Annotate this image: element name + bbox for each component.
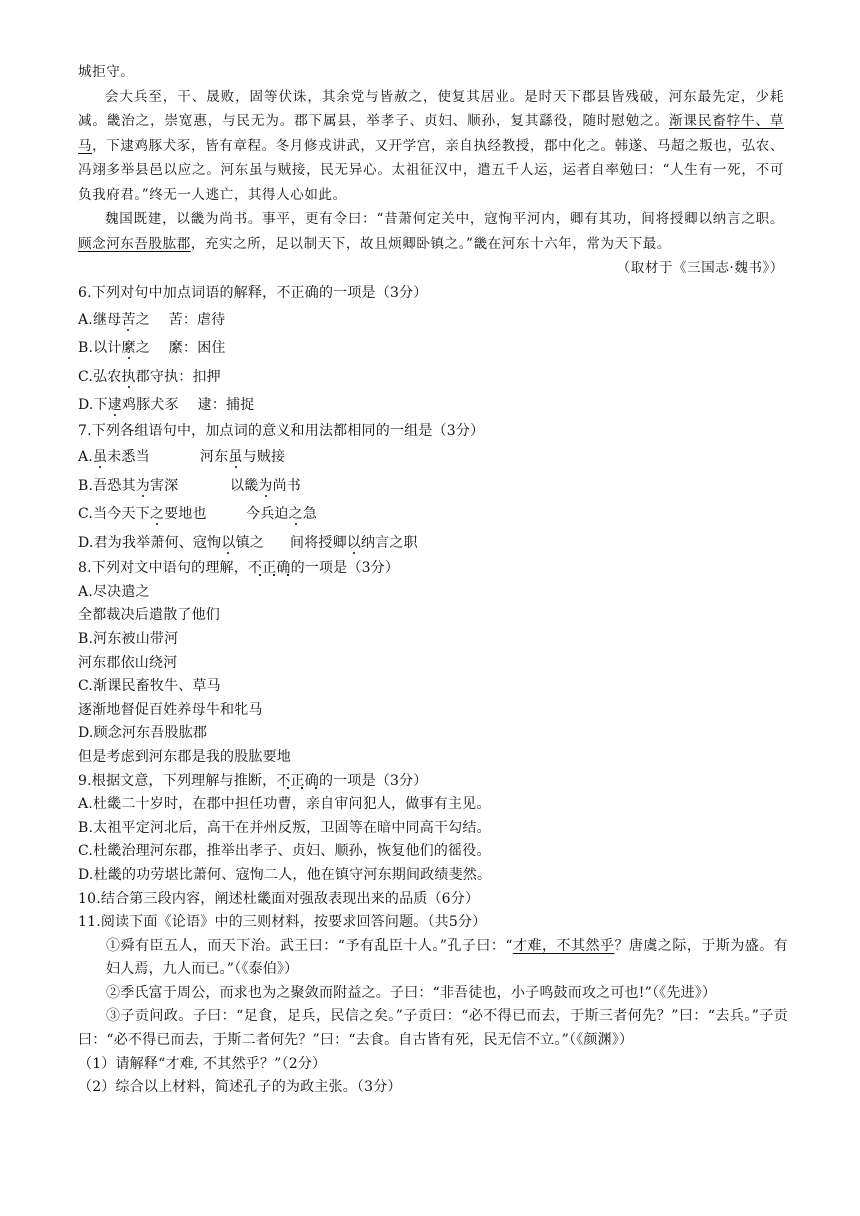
option-text: 急	[302, 506, 318, 523]
passage-paragraph-2	[78, 207, 784, 256]
question-7-option-b	[78, 472, 788, 501]
dotted-word: 为	[258, 477, 273, 494]
passage-line-0: 城拒守。	[78, 64, 135, 80]
question-7-option-c	[78, 500, 788, 529]
question-11-material-1	[78, 935, 788, 982]
passage-text: ，下逮鸡豚犬豕，皆有章程。冬月修戎讲武，又开学宫，亲自执经教授，郡中化之。韩遂、马超之叛也，弘农、冯翊多举县邑以应之。河东虽与贼接，民无异心。太祖征汉中，遣五千人运，运者自率勉曰：“人生有一死，不可负我府君。”终无一人逃亡，其得人心如此。	[78, 137, 784, 203]
question-8-option-c: C.渐课民畜牧牛、草马	[78, 678, 221, 695]
stem-text: 的一项是（3分）	[290, 560, 400, 577]
question-7-stem: 7.下列各组语句中，加点词的意义和用法都相同的一组是（3分）	[78, 422, 485, 439]
emphasis-word: 不正确	[276, 772, 319, 789]
passage-text: 魏国既建，以畿为尚书。事平，更有令曰：“昔萧何定关中，寇恂平河内，卿有其功，间将授卿以纳言之职。	[105, 211, 784, 227]
option-text: 与贼接	[242, 449, 286, 466]
question-7-option-d	[78, 529, 788, 558]
question-6-stem: 6.下列对句中加点词语的解释，不正确的一项是（3分）	[78, 285, 428, 301]
dotted-word: 之	[288, 506, 303, 523]
option-text: B.吾恐其	[78, 477, 136, 494]
option-text: 未悉当	[107, 449, 150, 466]
option-left	[78, 500, 246, 529]
option-text: 河东	[200, 449, 229, 466]
material-text: ？唐虞之际，于斯为盛。有妇人焉，九人而已。”（《泰伯》）	[106, 937, 788, 978]
dotted-word: 之	[149, 506, 165, 523]
question-6-option-d	[78, 391, 788, 420]
option-text: 郡守执：扣押	[135, 368, 221, 385]
material-text: ①舜有臣五人，而天下治。武王曰：“予有乱臣十人。”孔子曰：“	[106, 937, 513, 954]
option-text: A.	[78, 449, 93, 466]
question-8-option-c-translation: 逐渐地督促百姓养母牛和牝马	[78, 701, 263, 718]
question-11-material-2: ②季氏富于周公，而求也为之聚敛而附益之。子曰：“非吾徒也，小子鸣鼓而攻之可也!”（《先进》）	[106, 984, 717, 1001]
option-text: 镇之	[235, 534, 264, 551]
questions	[78, 282, 788, 1100]
question-8-option-d-translation: 但是考虑到河东郡是我的股肱要地	[78, 748, 291, 765]
option-text: 害深	[149, 477, 179, 494]
question-9-stem	[78, 770, 788, 794]
option-text: 尚书	[272, 477, 302, 494]
passage-text: ，充实之所，足以制天下，故且烦卿卧镇之。”畿在河东十六年，常为天下最。	[190, 235, 671, 252]
question-6-option-b	[78, 334, 788, 363]
option-text: 之 苦：虐待	[135, 311, 226, 328]
option-text: 以畿	[230, 477, 259, 494]
option-right	[246, 506, 317, 522]
reading-passage	[78, 60, 784, 281]
option-text: B.以计	[78, 340, 122, 357]
question-9-option-d: D.杜畿的功劳堪比萧何、寇恂二人，他在镇守河东期间政绩斐然。	[78, 866, 492, 883]
option-text: 间将授卿	[290, 534, 347, 551]
option-text: C.弘农	[78, 368, 122, 385]
dotted-word: 苦	[121, 311, 136, 328]
underlined-sentence-1: 渐课民畜牸牛、草马	[78, 113, 784, 154]
passage-source: （取材于《三国志·魏书》）	[616, 260, 784, 276]
question-9-option-b: B.太祖平定河北后，高干在并州反叛，卫固等在暗中同高干勾结。	[78, 819, 491, 836]
question-11-subquestion-2: （2）综合以上材料，简述孔子的为政主张。（3分）	[78, 1079, 402, 1096]
stem-text: 9.根据文意，下列理解与推断，	[78, 772, 277, 789]
question-8-option-a-translation: 全都裁决后遣散了他们	[78, 607, 220, 624]
option-text: A.继母	[78, 311, 122, 328]
option-text: 鸡豚犬豕 逮：捕捉	[121, 397, 255, 414]
option-right	[200, 449, 285, 465]
question-11-stem: 11.阅读下面《论语》中的三则材料，按要求回答问题。（共5分）	[78, 914, 487, 931]
question-7-option-a	[78, 443, 788, 472]
option-text: 之 縻：困住	[135, 340, 226, 357]
option-text: C.当今天下	[78, 506, 150, 523]
dotted-word: 以	[221, 534, 236, 551]
option-text: D.下	[78, 397, 108, 414]
underlined-phrase: 才难，不其然乎	[512, 937, 615, 954]
option-text: 纳言之职	[361, 534, 418, 551]
question-10-stem: 10.结合第三段内容，阐述杜畿面对强敌表现出来的品质（6分）	[78, 890, 480, 907]
passage-text: 会大兵至，干、晟败，固等伏诛，其余党与皆赦之，使复其居业。是时天下郡县皆残破，河东最先定，少耗减。畿治之，崇宽惠，与民无为。郡下属县，举孝子、贞妇、顺孙，复其繇役，随时慰勉之。	[78, 88, 784, 129]
emphasis-word: 不正确	[247, 560, 291, 577]
question-9-option-c: C.杜畿治理河东郡，推举出孝子、贞妇、顺孙，恢复他们的徭役。	[78, 843, 491, 860]
question-11-material-3: ③子贡问政。子曰：“足食，足兵，民信之矣。”子贡曰：“必不得已而去，于斯三者何先？”曰：“去兵。”子贡曰：“必不得已而去，于斯二者何先？”曰：“去食。自古皆有死，民无信不立。”（《颜渊》）	[78, 1008, 788, 1049]
dotted-word: 縻	[121, 340, 136, 357]
option-text: D.君为我举萧何、寇恂	[78, 534, 222, 551]
underlined-sentence-2: 顾念河东吾股肱郡	[78, 235, 191, 252]
option-left	[78, 443, 200, 472]
dotted-word: 逮	[107, 397, 122, 414]
question-8-option-b: B.河东被山带河	[78, 630, 179, 647]
option-left	[78, 529, 290, 558]
dotted-word: 虽	[92, 449, 108, 466]
option-text: 今兵迫	[246, 506, 289, 523]
question-8-stem	[78, 557, 788, 581]
question-8-option-d: D.顾念河东吾股肱郡	[78, 725, 208, 742]
dotted-word: 以	[346, 534, 362, 551]
option-left	[78, 472, 230, 501]
dotted-word: 执	[121, 368, 136, 385]
question-8-option-b-translation: 河东郡依山绕河	[78, 654, 178, 671]
stem-text: 的一项是（3分）	[318, 772, 428, 789]
question-6-option-a	[78, 306, 788, 335]
option-right	[290, 535, 418, 551]
question-6-option-c	[78, 363, 788, 392]
question-11-subquestion-1: （1）请解释“才难, 不其然乎？”（2分）	[78, 1055, 327, 1072]
passage-paragraph-1	[78, 85, 784, 208]
option-right	[230, 478, 301, 494]
dotted-word: 虽	[228, 449, 243, 466]
dotted-word: 为	[135, 477, 150, 494]
stem-text: 8.下列对文中语句的理解，	[78, 560, 248, 577]
option-text: 要地也	[164, 506, 207, 523]
question-8-option-a: A.尽决遣之	[78, 583, 150, 600]
question-9-option-a: A.杜畿二十岁时，在郡中担任功曹，亲自审问犯人，做事有主见。	[78, 796, 491, 813]
